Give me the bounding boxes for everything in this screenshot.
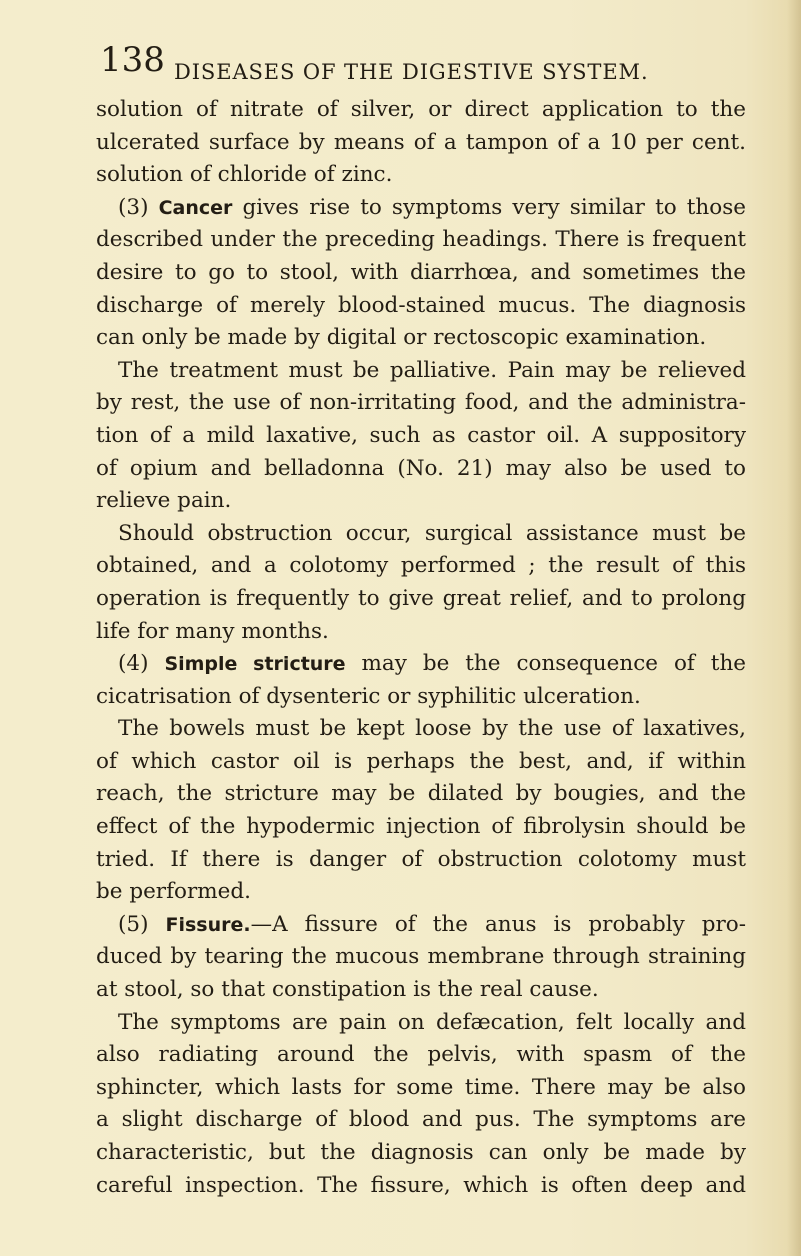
text-line: of opium and belladonna (No. 21) may also be used to (96, 455, 746, 481)
text-line: can only be made by digital or rectoscopic examination. (96, 325, 707, 351)
paragraph-fissure (96, 909, 746, 1007)
page-number: 138 (100, 40, 165, 80)
section-number: (4) (118, 651, 149, 677)
text-line: careful inspection. The fissure, which is often deep and (96, 1172, 746, 1198)
text-line (96, 909, 746, 942)
text-line: characteristic, but the diagnosis can only be made by (96, 1140, 746, 1165)
paragraph-cancer-treatment (96, 355, 746, 518)
page-header (100, 40, 740, 84)
text-line: obtained, and a colotomy performed ; the result of this (96, 553, 746, 579)
text-line: ulcerated surface by means of a tampon of a 10 per cent. (96, 129, 746, 155)
text-run: gives rise to symptoms very similar to those (242, 194, 746, 220)
text-line: duced by tearing the mucous membrane through straining (96, 944, 746, 970)
text-line: by rest, the use of non-irritating food, and the administra- (96, 390, 746, 416)
text-line: The symptoms are pain on defæcation, felt locally and (118, 1009, 746, 1035)
text-line: The bowels must be kept loose by the use of laxatives, (118, 716, 746, 742)
text-line (96, 192, 746, 225)
text-line: operation is frequently to give great relief, and to prolong (96, 585, 746, 611)
text-line: tion of a mild laxative, such as castor oil. A suppository (96, 422, 746, 448)
paragraph-stricture-treatment (96, 713, 746, 909)
text-line: solution of chloride of zinc. (96, 162, 393, 188)
text-line: at stool, so that constipation is the real cause. (96, 977, 599, 1003)
section-heading-simple-stricture: Simple stricture (164, 653, 346, 676)
text-line: The treatment must be palliative. Pain may be relieved (118, 357, 746, 383)
text-line: Should obstruction occur, surgical assistance must be (118, 520, 746, 546)
paragraph-fissure-symptoms (96, 1007, 746, 1203)
paragraph-obstruction (96, 518, 746, 648)
text-line: be performed. (96, 879, 251, 905)
text-run: may be the consequence of the (361, 651, 747, 677)
text-line: of which castor oil is perhaps the best, and, if within (96, 748, 746, 774)
paragraph-cancer (96, 192, 746, 355)
text-line: desire to go to stool, with diarrhœa, and sometimes the (96, 259, 746, 285)
section-heading-fissure: Fissure. (165, 913, 251, 936)
text-run: —A fissure of the anus is probably pro- (250, 911, 746, 937)
section-number: (3) (118, 194, 149, 220)
text-line: described under the preceding headings. There is frequent (96, 227, 746, 253)
paragraph-simple-stricture (96, 648, 746, 713)
text-line: tried. If there is danger of obstruction colotomy must (96, 846, 746, 872)
body-text (96, 94, 746, 1202)
text-line: life for many months. (96, 618, 329, 644)
text-line: a slight discharge of blood and pus. The symptoms are (96, 1107, 746, 1133)
running-title: DISEASES OF THE DIGESTIVE SYSTEM. (174, 60, 649, 84)
text-line: solution of nitrate of silver, or direct application to the (96, 97, 746, 122)
text-line: discharge of merely blood-stained mucus. The diagnosis (96, 292, 746, 318)
page-edge-shadow (787, 0, 801, 1256)
text-line: sphincter, which lasts for some time. There may be also (96, 1074, 746, 1100)
text-line: reach, the stricture may be dilated by bougies, and the (96, 781, 746, 807)
text-line: relieve pain. (96, 488, 232, 514)
text-line (96, 648, 746, 681)
text-line: cicatrisation of dysenteric or syphilitic ulceration. (96, 683, 641, 709)
paragraph-silver-nitrate (96, 94, 746, 192)
section-number: (5) (118, 911, 149, 937)
text-line: effect of the hypodermic injection of fibrolysin should be (96, 814, 746, 840)
section-heading-cancer: Cancer (158, 196, 233, 219)
text-line: also radiating around the pelvis, with spasm of the (96, 1042, 746, 1068)
